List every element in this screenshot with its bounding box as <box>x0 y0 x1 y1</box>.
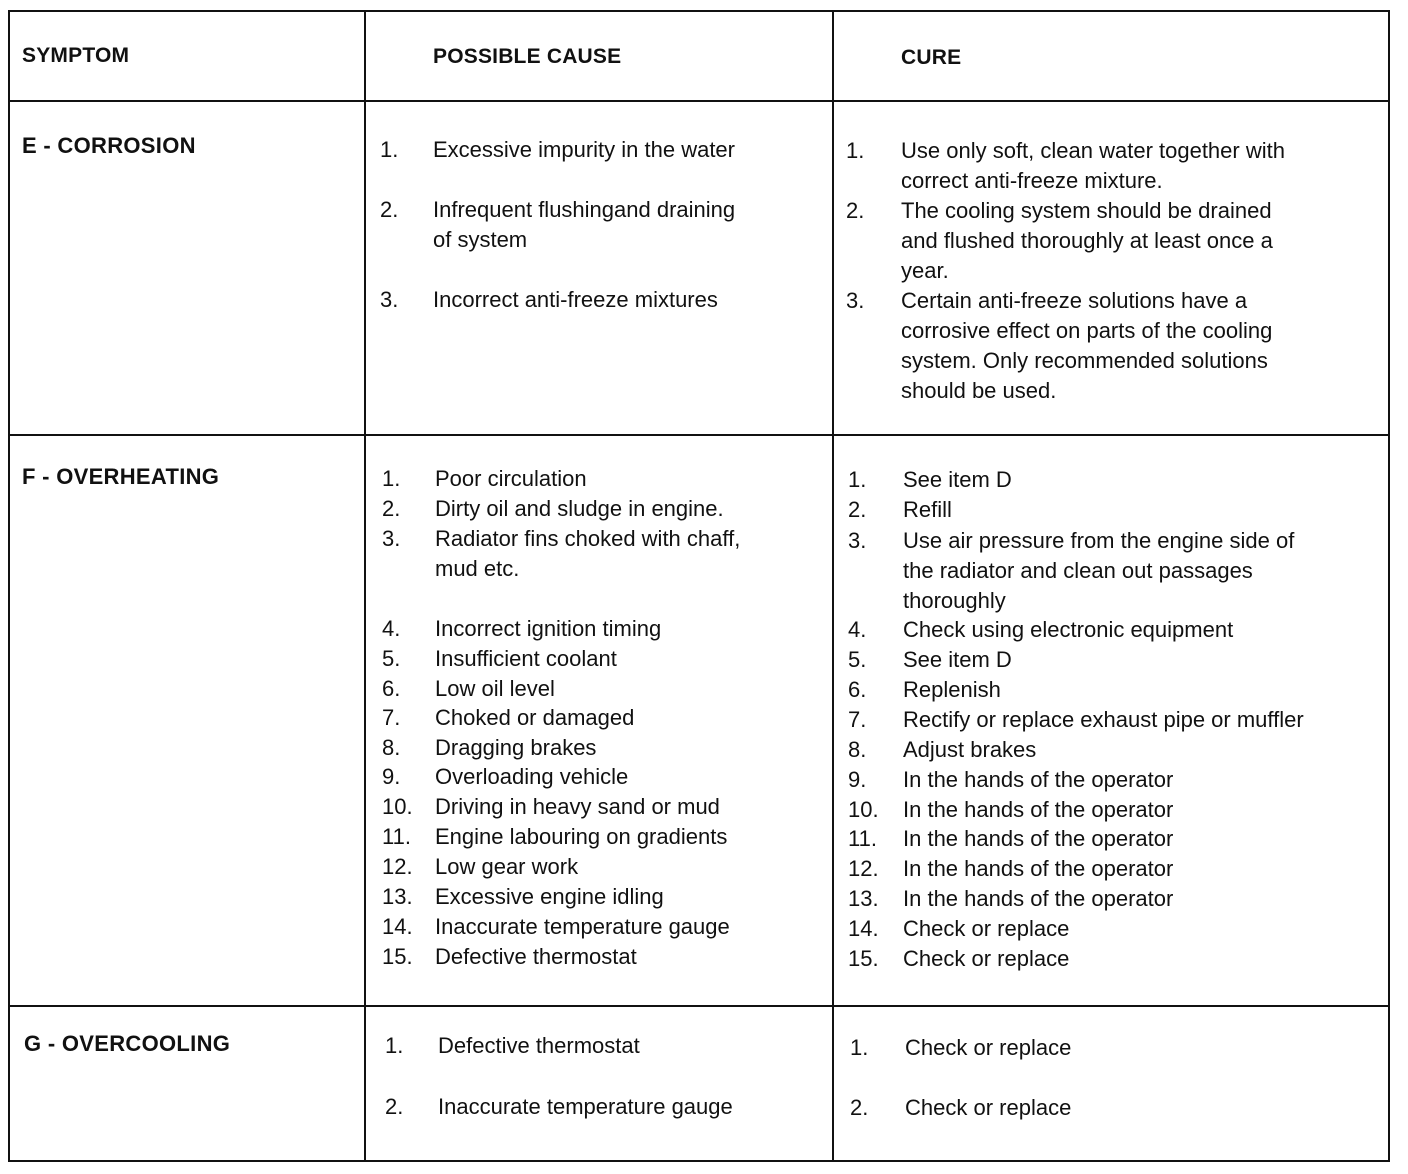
item-text <box>435 852 578 882</box>
item-text-line: Excessive engine idling <box>435 884 664 909</box>
item-text <box>433 195 735 255</box>
item-text <box>433 135 735 165</box>
item-number: 9. <box>382 764 401 789</box>
column-divider-1 <box>364 10 366 1162</box>
item-text-line: Defective thermostat <box>435 944 637 969</box>
item-text-line: Incorrect anti-freeze mixtures <box>433 287 718 312</box>
item-text-line: The cooling system should be drained <box>901 198 1272 223</box>
item-text-line: Low gear work <box>435 854 579 879</box>
item-text <box>435 942 637 972</box>
item-text-line: Use only soft, clean water together with <box>901 138 1285 163</box>
item-number: 1. <box>382 466 401 491</box>
item-text <box>435 733 596 763</box>
item-text-line: of system <box>433 227 528 252</box>
header-possible-cause: POSSIBLE CAUSE <box>433 45 622 68</box>
item-text-line: correct anti-freeze mixture. <box>901 168 1163 193</box>
item-text <box>903 645 1012 675</box>
item-text <box>435 762 628 792</box>
item-number: 13. <box>848 886 879 911</box>
item-text-line: Incorrect ignition timing <box>435 616 662 641</box>
item-text <box>903 675 1001 705</box>
item-number: 12. <box>382 854 413 879</box>
item-number: 11. <box>848 826 877 851</box>
item-number: 12. <box>848 856 879 881</box>
item-text <box>435 703 634 733</box>
item-text-line: In the hands of the operator <box>903 886 1174 911</box>
column-divider-2 <box>832 10 834 1162</box>
item-text-line: Engine labouring on gradients <box>435 824 728 849</box>
item-text <box>435 644 617 674</box>
item-text-line: Replenish <box>903 677 1001 702</box>
item-text-line: Check or replace <box>903 946 1070 971</box>
item-text <box>903 465 1012 495</box>
item-number: 14. <box>848 916 879 941</box>
item-text-line: Adjust brakes <box>903 737 1037 762</box>
item-text-line: Check or replace <box>905 1095 1072 1120</box>
item-text-line: See item D <box>903 467 1012 492</box>
item-text <box>435 614 661 644</box>
item-text <box>435 524 740 584</box>
item-text <box>903 495 952 525</box>
item-text-line: In the hands of the operator <box>903 826 1174 851</box>
item-text <box>905 1033 1071 1063</box>
item-text-line: Poor circulation <box>435 466 587 491</box>
item-text <box>438 1031 640 1061</box>
item-number: 9. <box>848 767 867 792</box>
item-text <box>435 494 724 524</box>
item-text-line: Insufficient coolant <box>435 646 617 671</box>
item-text <box>901 136 1285 196</box>
item-text-line: system. Only recommended solutions <box>901 348 1268 373</box>
item-number: 15. <box>848 946 879 971</box>
item-text-line: Inaccurate temperature gauge <box>435 914 730 939</box>
item-text-line: Infrequent flushingand draining <box>433 197 736 222</box>
row-divider-f-g <box>8 1005 1390 1007</box>
item-text <box>903 526 1294 616</box>
item-text-line: Dragging brakes <box>435 735 597 760</box>
item-number: 1. <box>385 1033 404 1058</box>
item-text-line: See item D <box>903 647 1012 672</box>
item-text <box>433 285 718 315</box>
item-text-line: Defective thermostat <box>438 1033 640 1058</box>
item-number: 3. <box>846 288 865 313</box>
item-text-line: Check or replace <box>905 1035 1072 1060</box>
item-number: 11. <box>382 824 411 849</box>
symptom-e-corrosion: E - CORROSION <box>22 133 196 158</box>
item-text-line: Certain anti-freeze solutions have a <box>901 288 1248 313</box>
item-text <box>905 1093 1071 1123</box>
item-text-line: Check using electronic equipment <box>903 617 1234 642</box>
item-text <box>435 822 727 852</box>
item-number: 4. <box>382 616 401 641</box>
item-number: 2. <box>850 1095 869 1120</box>
item-number: 7. <box>382 705 401 730</box>
header-symptom: SYMPTOM <box>22 44 130 67</box>
item-number: 2. <box>380 197 399 222</box>
item-text <box>903 824 1173 854</box>
item-text <box>901 196 1273 286</box>
item-number: 1. <box>846 138 865 163</box>
item-number: 15. <box>382 944 413 969</box>
item-text <box>435 882 664 912</box>
header-cure: CURE <box>901 46 962 69</box>
item-number: 8. <box>848 737 867 762</box>
item-text <box>903 914 1069 944</box>
item-text-line: Driving in heavy sand or mud <box>435 794 720 819</box>
item-text <box>903 705 1304 735</box>
item-text-line: Excessive impurity in the water <box>433 137 735 162</box>
item-text <box>903 795 1173 825</box>
item-text-line: Choked or damaged <box>435 705 635 730</box>
item-number: 1. <box>848 467 867 492</box>
item-number: 2. <box>385 1094 404 1119</box>
item-number: 2. <box>382 496 401 521</box>
item-text-line: thoroughly <box>903 588 1006 613</box>
item-number: 3. <box>848 528 867 553</box>
item-text-line: In the hands of the operator <box>903 767 1174 792</box>
item-text-line: Inaccurate temperature gauge <box>438 1094 733 1119</box>
item-text <box>903 944 1069 974</box>
item-text <box>903 735 1036 765</box>
item-number: 4. <box>848 617 867 642</box>
item-text-line: corrosive effect on parts of the cooling <box>901 318 1273 343</box>
item-text-line: Radiator fins choked with chaff, <box>435 526 741 551</box>
item-text <box>903 854 1173 884</box>
item-text <box>435 912 730 942</box>
item-text <box>435 674 555 704</box>
item-text-line: In the hands of the operator <box>903 797 1174 822</box>
item-text-line: Use air pressure from the engine side of <box>903 528 1295 553</box>
item-number: 3. <box>382 526 401 551</box>
item-text-line: Refill <box>903 497 952 522</box>
row-divider-e-f <box>8 434 1390 436</box>
item-number: 1. <box>380 137 399 162</box>
item-text-line: the radiator and clean out passages <box>903 558 1253 583</box>
item-text-line: Check or replace <box>903 916 1070 941</box>
item-text <box>903 765 1173 795</box>
item-text-line: mud etc. <box>435 556 520 581</box>
item-number: 2. <box>848 497 867 522</box>
item-number: 2. <box>846 198 865 223</box>
item-text-line: year. <box>901 258 949 283</box>
item-text-line: In the hands of the operator <box>903 856 1174 881</box>
symptom-f-overheating: F - OVERHEATING <box>22 464 220 489</box>
item-text-line: Rectify or replace exhaust pipe or muffler <box>903 707 1304 732</box>
item-number: 8. <box>382 735 401 760</box>
symptom-g-overcooling: G - OVERCOOLING <box>24 1031 231 1056</box>
item-number: 6. <box>848 677 867 702</box>
item-number: 5. <box>382 646 401 671</box>
item-text-line: Low oil level <box>435 676 555 701</box>
item-text <box>903 615 1233 645</box>
item-text <box>901 286 1272 406</box>
item-number: 7. <box>848 707 867 732</box>
item-number: 13. <box>382 884 413 909</box>
item-number: 6. <box>382 676 401 701</box>
item-text-line: should be used. <box>901 378 1057 403</box>
item-text-line: Dirty oil and sludge in engine. <box>435 496 724 521</box>
item-number: 14. <box>382 914 413 939</box>
item-number: 3. <box>380 287 399 312</box>
item-text <box>435 464 587 494</box>
item-text <box>438 1092 733 1122</box>
item-number: 10. <box>382 794 413 819</box>
item-text <box>903 884 1173 914</box>
item-number: 10. <box>848 797 879 822</box>
item-number: 1. <box>850 1035 869 1060</box>
item-number: 5. <box>848 647 867 672</box>
item-text-line: Overloading vehicle <box>435 764 629 789</box>
item-text-line: and flushed thoroughly at least once a <box>901 228 1273 253</box>
header-divider <box>8 100 1390 102</box>
item-text <box>435 792 720 822</box>
